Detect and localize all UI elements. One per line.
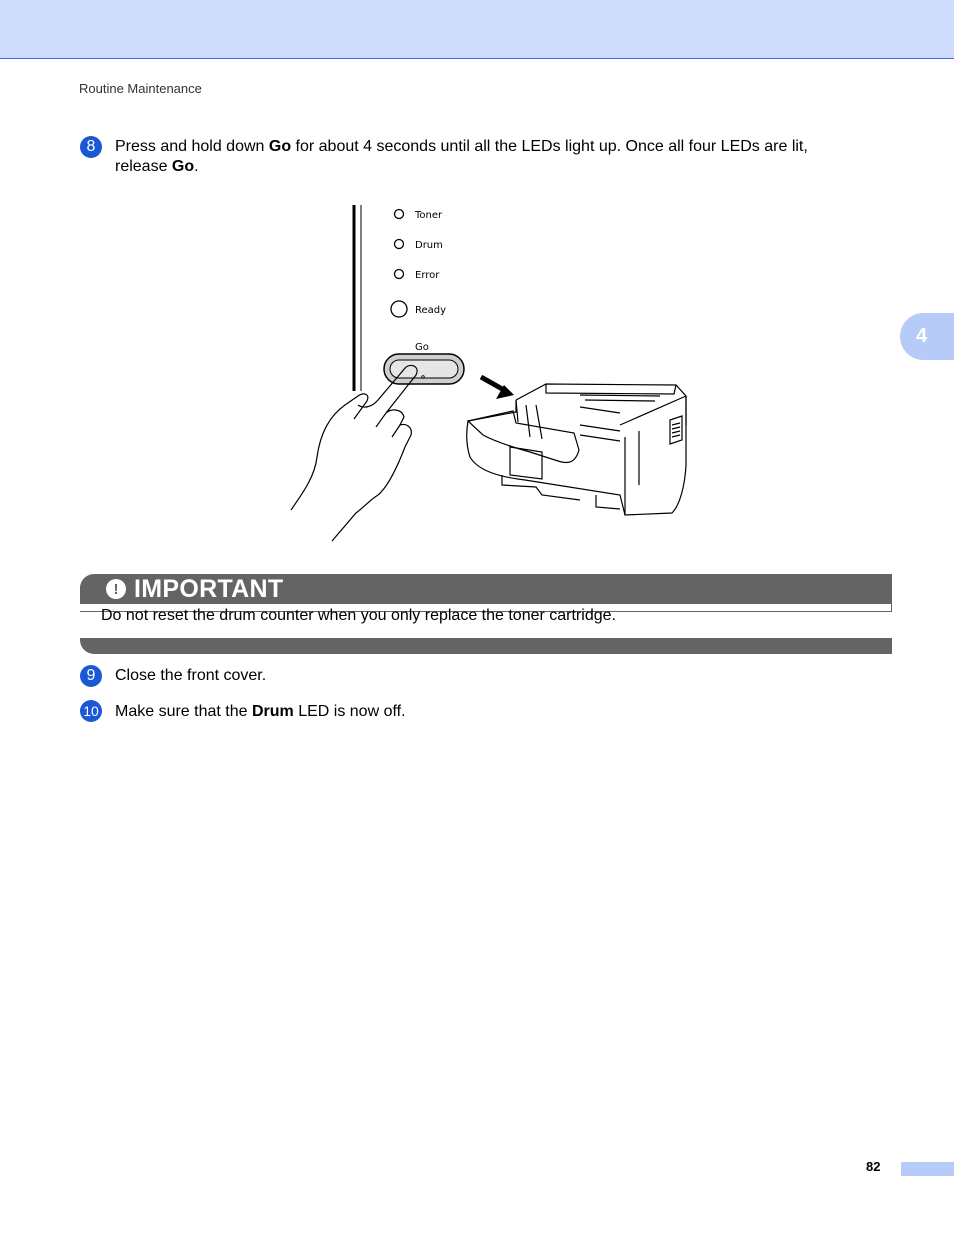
step-8-text [115, 137, 808, 177]
important-banner [80, 574, 892, 604]
important-title: IMPORTANT [134, 574, 284, 603]
chapter-tab[interactable]: 4 [900, 313, 954, 360]
page-number: 82 [866, 1159, 881, 1174]
printer-panel-illustration [280, 195, 700, 550]
step-10-text-a: Make sure that the [115, 703, 252, 720]
step-8-badge: 8 [80, 136, 102, 158]
printer-icon [467, 384, 686, 515]
step-8-text-b: for about 4 seconds until all the LEDs light up. Once all four LEDs are lit, [291, 138, 808, 155]
hand-icon [291, 365, 417, 541]
go-term: Go [268, 138, 292, 155]
step-8-text-c: release [115, 158, 172, 175]
step-10-badge: 10 [80, 700, 102, 722]
important-text: Do not reset the drum counter when you only replace the toner cartridge. [101, 607, 616, 624]
step-10-text-b: LED is now off. [293, 703, 406, 720]
step-9-text: Close the front cover. [115, 667, 267, 684]
error-led-label: Error [415, 270, 440, 281]
toner-led-label: Toner [415, 210, 443, 221]
step-9-badge: 9 [80, 665, 102, 687]
page-number-bar [901, 1162, 954, 1176]
drum-led-label: Drum [415, 240, 443, 251]
step-8-text-d: . [194, 158, 199, 175]
error-led-icon [395, 270, 404, 279]
go-button-label: Go [415, 342, 429, 353]
important-footer-bar [80, 638, 892, 654]
toner-led-icon [395, 210, 404, 219]
drum-term: Drum [251, 703, 294, 720]
step-8-text-a: Press and hold down [115, 138, 269, 155]
top-header-band [0, 0, 954, 59]
section-title: Routine Maintenance [79, 81, 202, 96]
go-term-2: Go [171, 158, 195, 175]
step-10-text [115, 702, 406, 722]
arrow-icon [481, 377, 514, 399]
ready-led-label: Ready [415, 305, 447, 316]
warning-icon: ! [106, 579, 126, 599]
drum-led-icon [395, 240, 404, 249]
ready-led-icon [391, 301, 407, 317]
